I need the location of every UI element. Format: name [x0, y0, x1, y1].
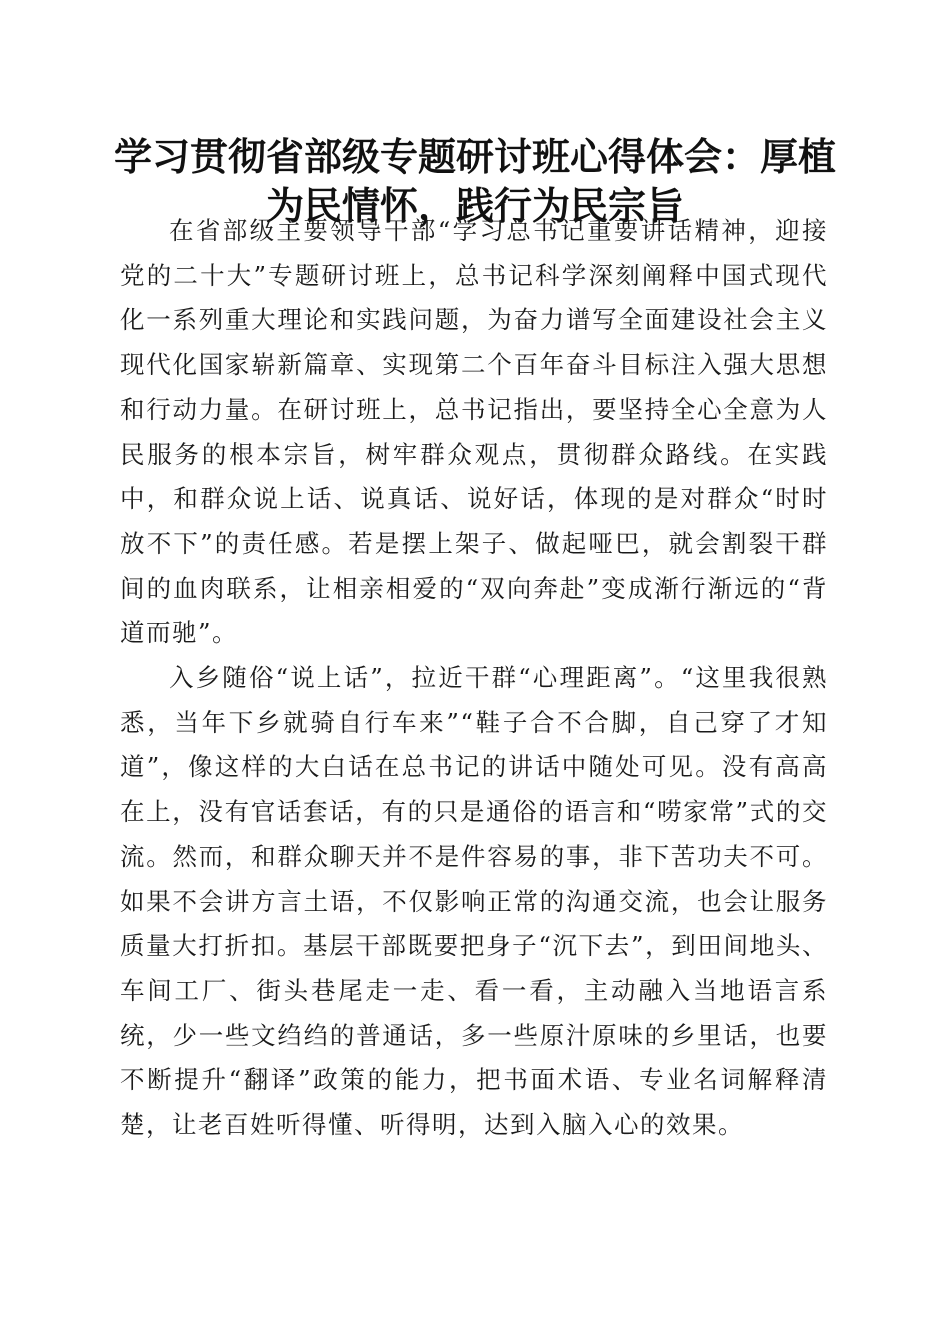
document-body [120, 209, 828, 1148]
paragraph: 入乡随俗“说上话”，拉近干群“心理距离”。“这里我很熟悉，当年下乡就骑自行车来”“鞋子合不合脚，自己穿了才知道”，像这样的大白话在总书记的讲话中随处可见。没有高高在上，没有官话套话，有的只是通俗的语言和“唠家常”式的交流。然而，和群众聊天并不是件容易的事，非下苦功夫不可。如果不会讲方言土语，不仅影响正常的沟通交流，也会让服务质量大打折扣。基层干部既要把身子“沉下去”，到田间地头、车间工厂、街头巷尾走一走、看一看，主动融入当地语言系统，少一些文绉绉的普通话，多一些原汁原味的乡里话，也要不断提升“翻译”政策的能力，把书面术语、专业名词解释清楚，让老百姓听得懂、听得明，达到入脑入心的效果。 [120, 663, 828, 1140]
paragraph: 在省部级主要领导干部“学习总书记重要讲话精神，迎接党的二十大”专题研讨班上，总书记科学深刻阐释中国式现代化一系列重大理论和实践问题，为奋力谱写全面建设社会主义现代化国家崭新篇章、实现第二个百年奋斗目标注入强大思想和行动力量。在研讨班上，总书记指出，要坚持全心全意为人民服务的根本宗旨，树牢群众观点，贯彻群众路线。在实践中，和群众说上话、说真话、说好话，体现的是对群众“时时放不下”的责任感。若是摆上架子、做起哑巴，就会割裂干群间的血肉联系，让相亲相爱的“双向奔赴”变成渐行渐远的“背道而驰”。 [120, 216, 828, 648]
document-title: 学习贯彻省部级专题研讨班心得体会：厚植为民情怀，践行为民宗旨 [113, 134, 836, 228]
